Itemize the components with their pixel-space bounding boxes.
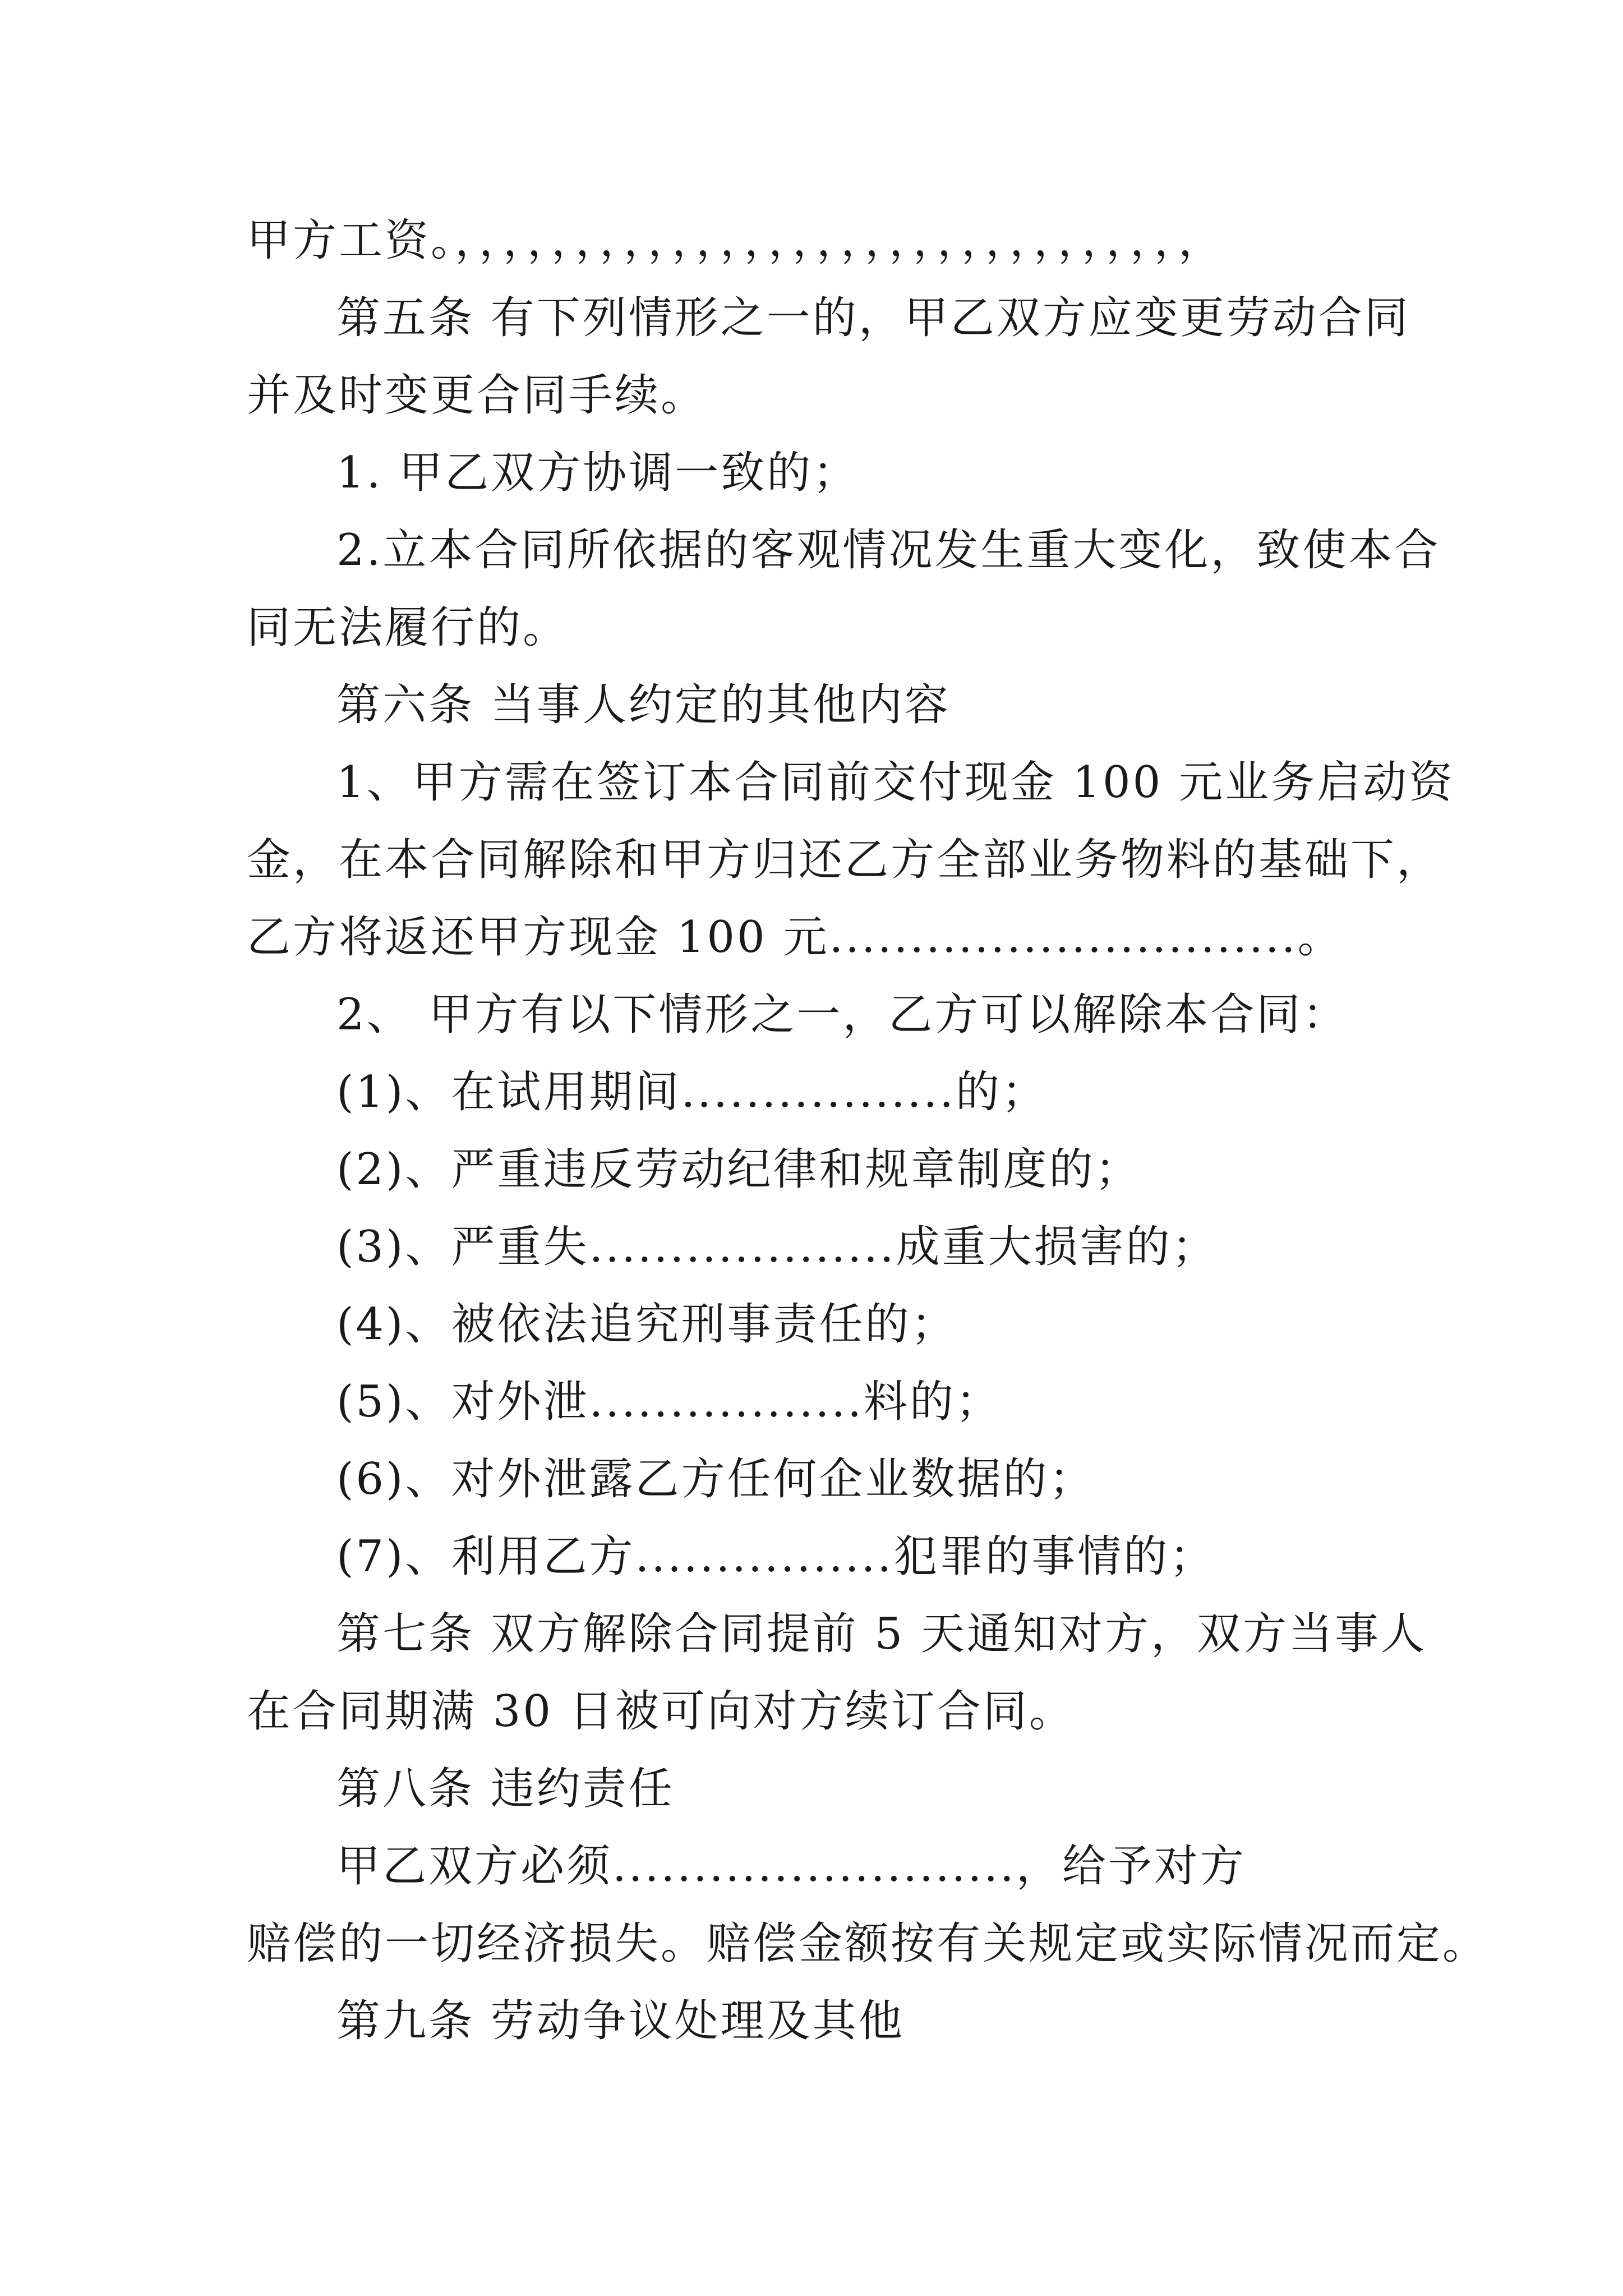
article-9-heading: 第九条 劳动争议处理及其他: [336, 1996, 905, 2046]
list-item: (3)、严重失...................成重大损害的；: [336, 1222, 1218, 1272]
article-7-heading: 第七条 双方解除合同提前 5 天通知对方，双方当事人: [336, 1609, 1427, 1659]
list-item: 1. 甲乙双方协调一致的；: [336, 448, 859, 498]
list-item: 2.立本合同所依据的客观情况发生重大变化，致使本合: [336, 525, 1441, 576]
text-line: 金，在本合同解除和甲方归还乙方全部业务物料的基础下，: [247, 835, 1443, 885]
list-item: (4)、被依法追究刑事责任的；: [336, 1299, 957, 1350]
article-8-heading: 第八条 违约责任: [336, 1764, 675, 1814]
list-item: (2)、严重违反劳动纪律和规章制度的；: [336, 1144, 1141, 1195]
list-item: (7)、利用乙方................犯罪的事情的；: [336, 1531, 1216, 1582]
list-item: 2、 甲方有以下情形之一，乙方可以解除本合同：: [336, 990, 1349, 1040]
article-6-heading: 第六条 当事人约定的其他内容: [336, 680, 951, 730]
text-line: 并及时变更合同手续。: [247, 370, 707, 421]
text-line: 甲方工资。，，，，，，，，，，，，，，，，，，，，，，，，，，，，，，，: [247, 215, 1225, 266]
text-line: 乙方将返还甲方现金 100 元.............................。: [247, 912, 1344, 963]
text-line: 同无法履行的。: [247, 602, 569, 653]
list-item: 1、甲方需在签订本合同前交付现金 100 元业务启动资: [336, 757, 1455, 808]
document-body: [247, 202, 1489, 2060]
text-line: 在合同期满 30 日被可向对方续订合同。: [247, 1686, 1075, 1737]
list-item: (1)、在试用期间.................的；: [336, 1067, 1048, 1117]
list-item: (5)、对外泄.................料的；: [336, 1377, 1002, 1427]
article-5-heading: 第五条 有下列情形之一的，甲乙双方应变更劳动合同: [336, 293, 1410, 343]
text-line: 赔偿的一切经济损失。赔偿金额按有关规定或实际情况而定。: [247, 1918, 1489, 1969]
list-item: (6)、对外泄露乙方任何企业数据的；: [336, 1454, 1095, 1504]
text-line: 甲乙双方必须.........................，给予对方: [336, 1841, 1246, 1892]
